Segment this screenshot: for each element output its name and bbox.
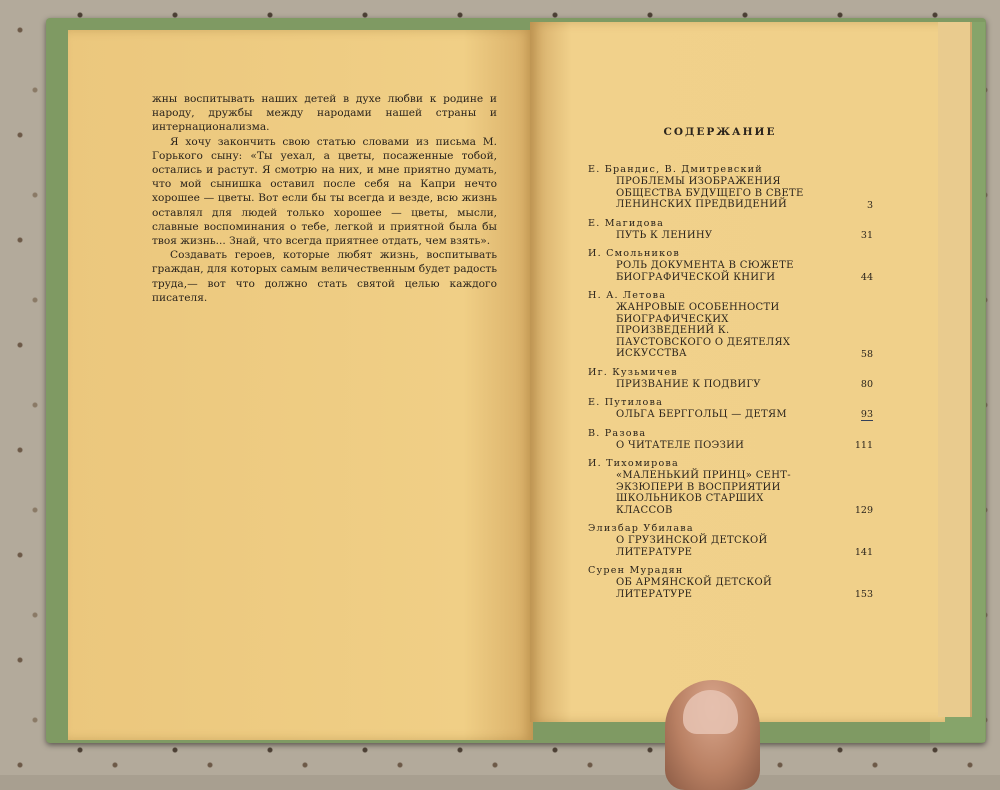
toc-page-number: 3 — [866, 199, 873, 211]
toc-author: И. Смольников — [588, 248, 680, 259]
toc-entry — [588, 428, 873, 452]
paragraph: жны воспитывать наших детей в духе любви к родине и народу, дружбы между народами нашей страны и интернационализма. — [152, 93, 497, 134]
toc-author: Е. Магидова — [588, 217, 665, 229]
toc-author: Сурен Мурадян — [588, 565, 684, 576]
toc-author: Е. Брандис, В. Дмитревский — [588, 164, 763, 175]
toc-title: ПРОБЛЕМЫ ИЗОБРАЖЕНИЯ ОБЩЕСТВА БУДУЩЕГО В СВЕТЕ ЛЕНИНСКИХ ПРЕДВИДЕНИЙ — [616, 176, 804, 210]
toc-title: ЖАНРОВЫЕ ОСОБЕННОСТИ БИОГРАФИЧЕСКИХ ПРОИЗВЕДЕНИЙ К. ПАУСТОВСКОГО О ДЕЯТЕЛЯХ ИСКУССТВА — [616, 302, 791, 359]
toc-page-number: 31 — [860, 230, 873, 241]
paragraph: Создавать героев, которые любят жизнь, воспитывать граждан, для которых самым величественным будет радость труда,— вот что должно стать святой целью каждого писателя. — [152, 249, 497, 304]
toc-entry — [588, 565, 873, 600]
toc-heading: СОДЕРЖАНИЕ — [663, 126, 777, 138]
toc-page-number: 58 — [860, 348, 873, 360]
toc-author: Элизбар Убилава — [588, 523, 694, 534]
toc-title: ОБ АРМЯНСКОЙ ДЕТСКОЙ ЛИТЕРАТУРЕ — [616, 577, 772, 600]
toc-author: Н. А. Летова — [588, 290, 667, 301]
toc-entry — [588, 458, 873, 516]
page-edges — [938, 22, 972, 717]
toc-page-number: 44 — [860, 272, 873, 283]
toc-page-number: 129 — [854, 505, 873, 516]
toc-title: «МАЛЕНЬКИЙ ПРИНЦ» СЕНТ-ЭКЗЮПЕРИ В ВОСПРИЯТИИ ШКОЛЬНИКОВ СТАРШИХ КЛАССОВ — [616, 470, 791, 516]
toc-entry — [588, 523, 873, 558]
toc-page-number-underlined: 93 — [860, 408, 873, 420]
toc-title: О ЧИТАТЕЛЕ ПОЭЗИИ — [616, 439, 745, 451]
toc-entry — [588, 248, 873, 283]
toc-author: И. Тихомирова — [588, 458, 679, 469]
toc-author: Иг. Кузьмичев — [588, 366, 678, 378]
toc-title: ОЛЬГА БЕРГГОЛЬЦ — ДЕТЯМ — [616, 409, 787, 420]
toc-entry — [588, 367, 873, 391]
toc-author: Е. Путилова — [588, 397, 664, 408]
toc-page-number: 111 — [854, 440, 873, 451]
toc-author: В. Разова — [588, 427, 647, 439]
toc-title: РОЛЬ ДОКУМЕНТА В СЮЖЕТЕ БИОГРАФИЧЕСКОЙ КНИГИ — [616, 260, 794, 283]
toc-entry — [588, 218, 873, 242]
toc-title: О ГРУЗИНСКОЙ ДЕТСКОЙ ЛИТЕРАТУРЕ — [616, 535, 768, 558]
toc-entry — [588, 290, 873, 360]
toc-page-number: 80 — [860, 379, 873, 390]
toc-title: ПУТЬ К ЛЕНИНУ — [616, 229, 713, 241]
paragraph: Я хочу закончить свою статью словами из письма М. Горького сыну: «Ты уехал, а цветы, посаженные тобой, остались и растут. Я смотрю на них, и мне приятно думать, что мой сынишка оставил после себя на Капри нечто хорошее — цветы. Вот если бы ты всегда и везде, всю жизнь оставлял для людей только хорошее — цветы, мысли, славные воспоминания о тебе, легкой и приятной была бы твоя жизнь... Знай, что всегда приятнее отдать, чем взять». — [152, 135, 497, 248]
left-page-text — [152, 92, 497, 305]
toc-entry — [588, 164, 873, 211]
toc-page-number: 153 — [854, 589, 873, 600]
toc-page-number: 141 — [854, 547, 873, 558]
table-of-contents — [588, 164, 873, 607]
toc-title: ПРИЗВАНИЕ К ПОДВИГУ — [616, 378, 761, 390]
toc-entry — [588, 397, 873, 421]
